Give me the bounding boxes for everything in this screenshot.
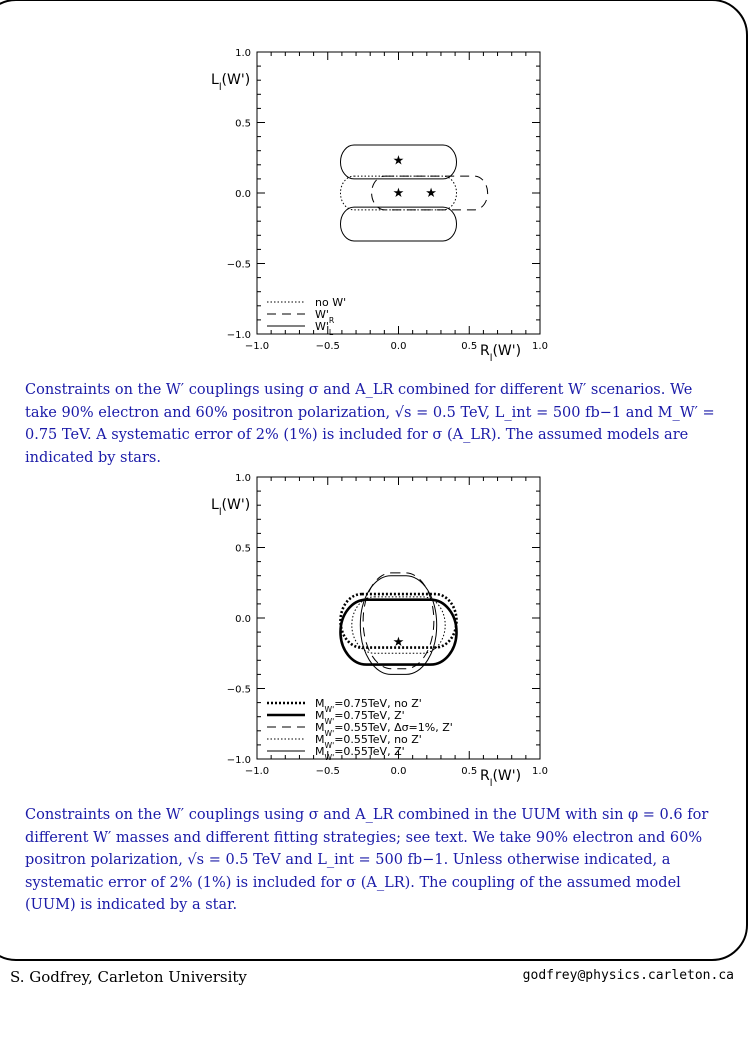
chart1-legend-label: no W' [315, 296, 347, 309]
chart2-y-tick-label: −1.0 [226, 755, 251, 766]
footer-author: S. Godfrey, Carleton University [10, 968, 247, 986]
chart2-model-star-marker: ★ [392, 634, 405, 650]
plot-uum-masses [200, 470, 548, 789]
chart1-x-tick-label: 0.5 [461, 341, 478, 352]
chart2-series-2-contour-0 [363, 573, 434, 669]
chart1-legend-label: $W'_L$ [315, 320, 334, 337]
chart1-y-tick-label: 0.5 [235, 118, 251, 130]
caption-plot-2: Constraints on the W′ couplings using σ and A_LR combined in the UUM with sin φ = 0.6 for different W′ masses and different fitting strategies; see text. We take 90% electron and 60% positron polarization, √s = 0.5 TeV and L_int = 500 fb−1. Unless otherwise indicated, a systematic error of 2% (1%) is included for σ (A_LR). The coupling of the assumed model (UUM) is indicated by a star. [25, 807, 709, 913]
chart1-x-tick-label: 1.0 [532, 341, 548, 352]
chart2-legend-label: $M_{W'}=0.75TeV$, Z' [315, 709, 405, 726]
plot-w-prime-scenarios [200, 45, 548, 364]
chart1-y-axis-label: $L_l(W')$ [211, 72, 251, 93]
chart1-x-tick-label: −1.0 [244, 341, 270, 352]
chart2-series-1-contour-0 [340, 600, 456, 665]
chart2-x-tick-label: −0.5 [315, 766, 340, 777]
chart1-model-star-marker: ★ [392, 186, 405, 201]
caption-plot-1: Constraints on the W′ couplings using σ and A_LR combined for different W′ scenarios. We take 90% electron and 60% positron polarization, √s = 0.5 TeV, L_int = 500 fb−1 and M_W′ = 0.75 TeV. A systematic error of 2% (1%) is included for σ (A_LR). The assumed models are indicated by stars. [25, 382, 715, 466]
chart2-x-tick-label: 0.5 [461, 766, 478, 777]
chart2-y-tick-label: 0.5 [235, 543, 251, 555]
chart2-y-tick-label: −0.5 [226, 684, 251, 696]
footer-email: godfrey@physics.carleton.ca [522, 968, 734, 983]
chart1-series-2-contour-1 [340, 207, 456, 241]
chart1-y-tick-label: 0.0 [235, 189, 251, 200]
chart2-series-4-contour-0 [360, 576, 436, 675]
chart1-y-tick-label: −0.5 [226, 259, 251, 271]
chart2-legend-label: $M_{W'}=0.75TeV$, no Z' [315, 697, 422, 714]
chart2-legend-label: $M_{W'}=0.55TeV$, Δσ=1%, Z' [315, 721, 453, 738]
chart2-x-axis-label: $R_l(W')$ [480, 768, 522, 789]
chart2-legend-label: $M_{W'}=0.55TeV$, Z' [315, 745, 405, 762]
chart1-y-tick-label: −1.0 [226, 330, 251, 341]
chart1-legend-label: $W'_R$ [315, 308, 335, 325]
chart2-y-tick-label: 0.0 [235, 614, 251, 625]
chart2-x-tick-label: −1.0 [244, 766, 270, 777]
chart1-x-tick-label: 0.0 [390, 341, 407, 352]
chart1-y-tick-label: 1.0 [235, 48, 251, 59]
chart1-model-star-marker: ★ [425, 186, 437, 201]
chart2-legend-label: $M_{W'}=0.55TeV$, no Z' [315, 733, 422, 750]
chart1-x-tick-label: −0.5 [315, 341, 340, 352]
chart1-x-axis-label: $R_l(W')$ [480, 343, 522, 364]
chart2-y-axis-label: $L_l(W')$ [211, 497, 251, 518]
chart2-y-tick-label: 1.0 [235, 473, 251, 484]
chart2-x-tick-label: 1.0 [532, 766, 548, 777]
chart1-model-star-marker: ★ [392, 153, 405, 169]
chart2-x-tick-label: 0.0 [390, 766, 407, 777]
